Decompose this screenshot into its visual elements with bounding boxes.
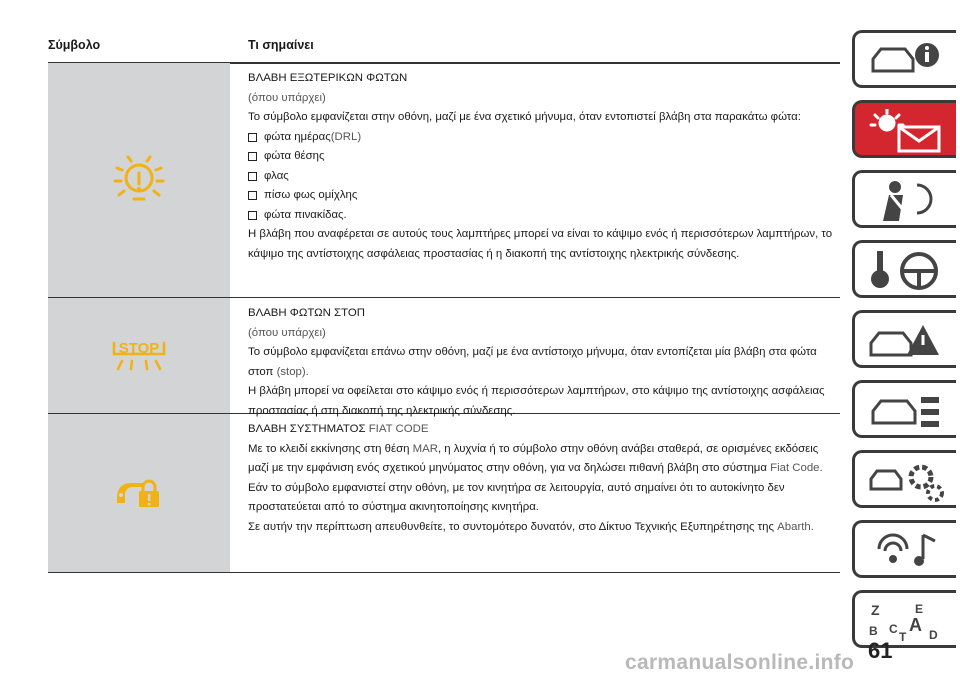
tab-multimedia[interactable]: [852, 520, 956, 578]
table-row: [48, 414, 840, 573]
car-service-icon: [865, 389, 947, 433]
svg-text:B: B: [869, 624, 878, 638]
tab-technical-data[interactable]: [852, 450, 956, 508]
tab-vehicle-info[interactable]: [852, 30, 956, 88]
symbol-cell: [48, 414, 230, 572]
car-info-icon: [865, 39, 947, 83]
list-item: φώτα πινακίδας.: [248, 206, 840, 226]
svg-text:Z: Z: [871, 602, 880, 618]
row-paragraph: Η βλάβη που αναφέρεται σε αυτούς τους λαμπτήρες μπορεί να είναι το κάψιμο ενός ή περισσότερων λαμπτήρων, το κάψιμο της αντίστοιχης ασφάλειας προστασίας ή η διακοπή της αντίστοιχης ηλεκτρικής σύνδεσης.: [248, 228, 833, 260]
checkbox-square-icon: [248, 191, 257, 200]
key-steering-wheel-icon: [865, 249, 947, 293]
meaning-cell: [230, 63, 840, 297]
table-row: [48, 298, 840, 417]
checkbox-square-icon: [248, 211, 257, 220]
tab-maintenance[interactable]: [852, 380, 956, 438]
row-paragraph: Με το κλειδί εκκίνησης στη θέση MAR, η λυχνία ή το σύμβολο στην οθόνη ανάβει σταθερά, σε ορισμένες εκδόσεις μαζί με την εμφάνιση ενός σχετικού μηνύματος στην οθόνη, για να δηλώσει πιθανή βλάβη στο σύστημα Fiat Code.: [248, 442, 823, 474]
tab-warning-lights[interactable]: [852, 100, 956, 158]
row-subtitle: (όπου υπάρχει): [248, 326, 326, 339]
row-paragraph: Εάν το σύμβολο εμφανιστεί στην οθόνη, με τον κινητήρα σε λειτουργία, αυτό σημαίνει ότι το αυτοκίνητο δεν προστατεύεται από το σύστημα ακινητοποίησης κινητήρα.: [248, 481, 785, 513]
exterior-lights-fault-icon: [111, 155, 167, 205]
list-item: φώτα ημέρας (DRL): [248, 128, 840, 148]
row-subtitle: (όπου υπάρχει): [248, 91, 326, 104]
car-breakdown-triangle-icon: [865, 319, 947, 363]
meaning-cell: [230, 298, 840, 417]
tab-starting-driving[interactable]: [852, 240, 956, 298]
stop-lights-fault-icon: [110, 339, 168, 373]
row-paragraph: Η βλάβη μπορεί να οφείλεται στο κάψιμο ενός ή περισσότερων λαμπτήρων, στο κάψιμο της αντίστοιχης ασφάλειας προστασίας ή στη διακοπή της ηλεκτρικής σύνδεσης.: [248, 385, 825, 417]
header-meaning: Τι σημαίνει: [248, 38, 314, 52]
list-item: φλας: [248, 167, 840, 187]
checkbox-square-icon: [248, 133, 257, 142]
seatbelt-airbag-icon: [865, 179, 947, 223]
music-note-icon: [865, 529, 947, 573]
checkbox-square-icon: [248, 152, 257, 161]
list-item: φώτα θέσης: [248, 147, 840, 167]
symbol-table: [48, 63, 840, 573]
svg-text:E: E: [915, 602, 924, 616]
row-title: ΒΛΑΒΗ ΕΞΩΤΕΡΙΚΩΝ ΦΩΤΩΝ: [248, 72, 408, 84]
table-header: [48, 38, 840, 60]
list-item: πίσω φως ομίχλης: [248, 186, 840, 206]
checkbox-square-icon: [248, 172, 257, 181]
meaning-cell: [230, 414, 840, 572]
tab-emergency[interactable]: [852, 310, 956, 368]
svg-text:T: T: [899, 630, 907, 643]
tab-safety[interactable]: [852, 170, 956, 228]
row-title: ΒΛΑΒΗ ΦΩΤΩΝ ΣΤΟΠ: [248, 307, 365, 319]
row-paragraph: Το σύμβολο εμφανίζεται στην οθόνη, μαζί με ένα σχετικό μήνυμα, όταν εντοπιστεί βλάβη στα παρακάτω φώτα:: [248, 111, 801, 123]
header-symbol: Σύμβολο: [48, 38, 101, 52]
warning-light-message-icon: [865, 109, 947, 153]
alphabet-index-icon: [865, 599, 947, 643]
fiat-code-fault-icon: [113, 475, 165, 511]
row-title: ΒΛΑΒΗ ΣΥΣΤΗΜΑΤΟΣ FIAT CODE: [248, 423, 429, 435]
symbol-cell: [48, 298, 230, 413]
symbol-cell: [48, 63, 230, 297]
row-paragraph: Σε αυτήν την περίπτωση απευθυνθείτε, το συντομότερο δυνατόν, στο Δίκτυο Τεχνικής Εξυπηρέτησης της Abarth.: [248, 520, 814, 533]
watermark: carmanualsonline.info: [625, 651, 855, 674]
gears-icon: [865, 459, 947, 503]
svg-text:C: C: [889, 622, 898, 636]
table-row: [48, 63, 840, 298]
page-number: 61: [868, 638, 893, 663]
row-paragraph: Το σύμβολο εμφανίζεται επάνω στην οθόνη, μαζί με ένα αντίστοιχο μήνυμα, όταν εντοπίζεται μία βλάβη στα φώτα στοπ (stop).: [248, 346, 817, 378]
stop-icon-label: STOP: [118, 339, 160, 357]
svg-text:D: D: [929, 628, 938, 642]
svg-text:A: A: [909, 615, 922, 635]
